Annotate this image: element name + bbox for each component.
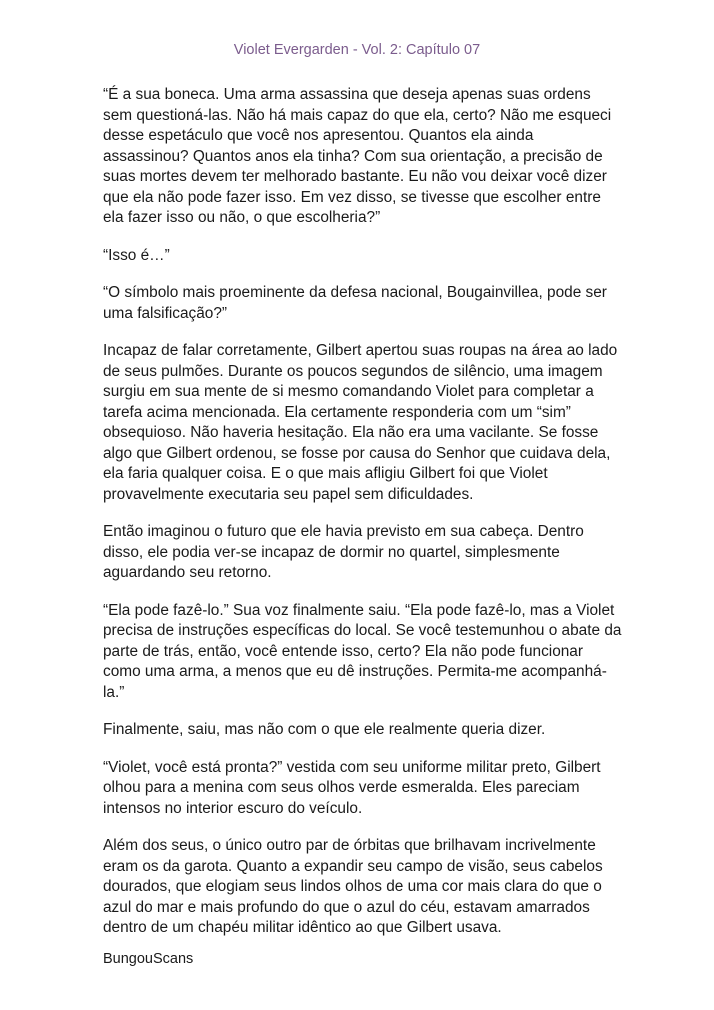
page-footer-credit: BungouScans xyxy=(103,951,194,967)
paragraph-9: Além dos seus, o único outro par de órbitas que brilhavam incrivelmente eram os da garota. Quanto a expandir seu campo de visão, seus cabelos dourados, que elogiam seus lindos olhos de uma cor mais clara do que o azul do mar e mais profundo do que o azul do céu, estavam amarrados dentro de um chapéu militar idêntico ao que Gilbert usava. xyxy=(103,837,603,936)
page-body xyxy=(103,85,623,956)
paragraph-3: “O símbolo mais proeminente da defesa nacional, Bougainvillea, pode ser uma falsificação?” xyxy=(103,284,607,322)
paragraph-2: “Isso é…” xyxy=(103,246,170,264)
paragraph-7: Finalmente, saiu, mas não com o que ele realmente queria dizer. xyxy=(103,721,546,738)
paragraph-8: “Violet, você está pronta?” vestida com seu uniforme militar preto, Gilbert olhou para a menina com seus olhos verde esmeralda. Eles pareciam intensos no interior escuro do veículo. xyxy=(103,758,601,817)
paragraph-5: Então imaginou o futuro que ele havia previsto em sua cabeça. Dentro disso, ele podia ver-se incapaz de dormir no quartel, simplesmente aguardando seu retorno. xyxy=(103,523,584,581)
paragraph-1: “É a sua boneca. Uma arma assassina que deseja apenas suas ordens sem questioná-las. Não há mais capaz do que ela, certo? Não me esqueci desse espetáculo que você nos apresentou. Quantos ela ainda assassinou? Quantos anos ela tinha? Com sua orientação, a precisão de suas mortes devem ter melhorado bastante. Eu não vou deixar você dizer que ela não pode fazer isso. Em vez disso, se tivesse que escolher entre ela fazer isso ou não, o que escolheria?” xyxy=(103,86,612,226)
paragraph-6: “Ela pode fazê-lo.” Sua voz finalmente saiu. “Ela pode fazê-lo, mas a Violet precisa de instruções específicas do local. Se você testemunhou o abate da parte de trás, então, você entende isso, certo? Ela não pode funcionar como uma arma, a menos que eu dê instruções. Permita-me acompanhá-la.” xyxy=(103,601,622,701)
paragraph-4: Incapaz de falar corretamente, Gilbert apertou suas roupas na área ao lado de seus pulmões. Durante os poucos segundos de silêncio, uma imagem surgiu em sua mente de si mesmo comandando Violet para completar a tarefa acima mencionada. Ela certamente responderia com um “sim” obsequioso. Não haveria hesitação. Ela não era uma vacilante. Se fosse algo que Gilbert ordenou, se fosse por causa do Senhor que cuidava dela, ela faria qualquer coisa. E o que mais afligiu Gilbert foi que Violet provavelmente executaria seu papel sem dificuldades. xyxy=(103,342,618,503)
page-header: Violet Evergarden - Vol. 2: Capítulo 07 xyxy=(233,42,481,58)
